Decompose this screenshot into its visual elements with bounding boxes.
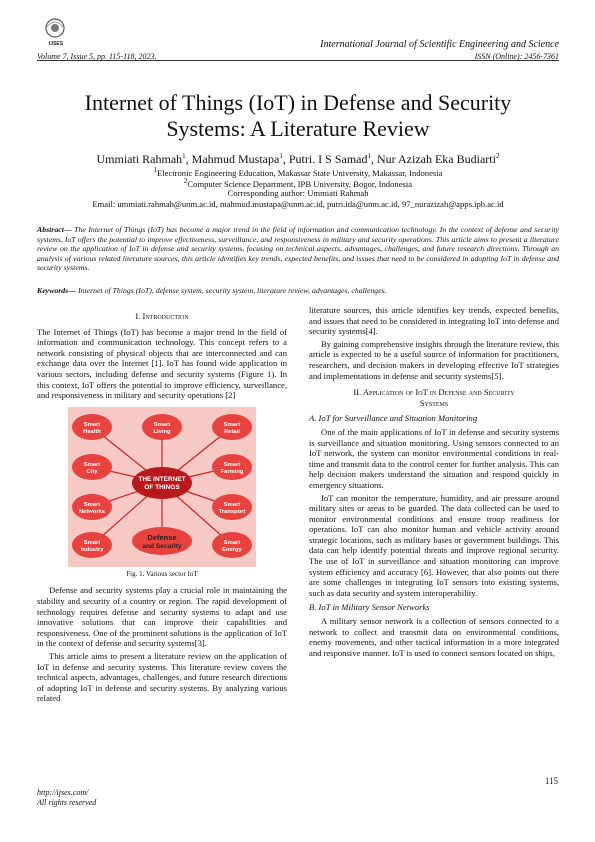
sector-node-label-1: Smart	[83, 501, 101, 508]
volume-info: Volume 7, Issue 5, pp. 115-118, 2023.	[37, 52, 157, 61]
title-line-1: Internet of Things (IoT) in Defense and Security	[84, 90, 512, 115]
author-list: Ummiati Rahmah$^1$, Mahmud Mustapa$^1$, Putri. I S Samad$^1$, Nur Azizah Eka Budiarti$^2$	[96, 152, 500, 166]
intro-paragraph-2: Defense and security systems play a crucial role in maintaining the stability and security of a country or region. The rapid development of technology requires defense and security systems to adapt and use innovative solutions that can improve their capabilities and responsiveness. One of the prominent solutions is the application of IoT in the context of defense and security systems[3].	[37, 585, 287, 649]
left-column	[37, 305, 287, 706]
sector-node-label-2: Health	[83, 428, 101, 435]
sector-node-label-2: Farming	[220, 468, 244, 475]
intro-paragraph-3-cont: literature sources, this article identifies key trends, expected benefits, and issues that need to be considered in integrating IoT into defense and security systems[4].	[309, 305, 559, 337]
sector-node-label-2: City	[86, 468, 98, 475]
corresponding-author: Corresponding author: Ummiati Rahmah	[227, 188, 369, 198]
author-4: Nur Azizah Eka Budiarti	[377, 152, 496, 166]
page-footer	[37, 788, 96, 808]
section-2-line-2: Systems	[419, 397, 449, 408]
abstract-text: The Internet of Things (IoT) has become a major trend in the field of information and communication technology. In the context of defense and security systems, IoT offers the potential to improve effectiveness, surveillance, and responsiveness in military and security operations. This article aims to present a literature review on the application of IoT in defense and security systems, focusing on technical aspects, advantages, challenges, and future research directions. Through an analysis of various related literature sources, this article identifies key trends, expected benefits, and issues that need to be considered in adopting IoT in defense and security systems.	[37, 225, 559, 273]
section-2b-paragraph-1: A military sensor network is a collection of sensors connected to a network to collect and transmit data on environmental conditions, enemy movements, and other tactical information in a more integrated and responsive manner. IoT is used to connect sensors located on ships,	[309, 616, 559, 658]
aff-2-text: Computer Science Department, IPB University, Bogor, Indonesia	[187, 178, 413, 189]
defense-label-1: Defense	[147, 532, 177, 542]
author-2-sup: 1	[279, 152, 283, 160]
author-1: Ummiati Rahmah	[96, 152, 183, 166]
figure-1-caption: Fig. 1. Various sector IoT	[126, 569, 198, 578]
keywords-label: Keywords—	[37, 286, 76, 295]
author-2: Mahmud Mustapa	[191, 152, 280, 166]
page-number: 115	[544, 776, 558, 786]
author-emails: Email: ummiati.rahmah@unm.ac.id, mahmud.mustapa@unm.ac.id, putri.ida@unm.ac.id, 97_nurazizah@apps.ipb.ac.id	[92, 199, 504, 209]
author-4-sup: 2	[495, 152, 500, 160]
sector-node-label-2: Retail	[224, 428, 240, 435]
header-rule	[37, 60, 559, 61]
author-3-sup: 1	[367, 152, 371, 160]
title-line-2: Systems: A Literature Review	[166, 116, 430, 141]
iot-center-label-2: OF THINGS	[144, 483, 180, 491]
keywords-text: Internet of Things (IoT), defense system, security system, literature review, advantages, challenges.	[76, 286, 387, 295]
page-header	[37, 14, 559, 64]
sector-node-label-1: Smart	[223, 421, 241, 428]
footer-rights: All rights reserved	[37, 798, 97, 807]
sector-node-label-1: Smart	[83, 461, 101, 468]
sector-node-label-2: Living	[153, 428, 171, 435]
figure-1	[68, 407, 256, 567]
keywords	[37, 286, 559, 296]
paper-title	[37, 90, 559, 142]
intro-paragraph-3: This article aims to present a literature review on the application of IoT in defense and security systems. This literature review covers the technical aspects, advantages, challenges, and future research directions of adopting IoT in defense and security systems. By analyzing various related	[37, 650, 287, 704]
defense-label-2: and Security	[142, 542, 182, 550]
author-3: Putri. I S Samad	[288, 152, 368, 166]
iot-center-label-1: THE INTERNET	[138, 475, 186, 483]
abstract	[37, 225, 559, 273]
aff-1-sup: 1	[153, 166, 157, 174]
sector-node-label-2: Transport	[218, 508, 246, 515]
sector-node-label-1: Smart	[83, 421, 101, 428]
logo-text: IJSES	[48, 41, 64, 47]
footer-url[interactable]: http://ijses.com/	[37, 788, 89, 797]
sector-node-label-2: Networks	[78, 508, 106, 515]
sector-node-label-1: Smart	[153, 421, 171, 428]
subsection-a-heading: A. IoT for Surveillance and Situation Monitoring	[309, 413, 478, 424]
section-2-line-1: II. Application of IoT in Defense and Security	[353, 387, 515, 398]
intro-paragraph-1: The Internet of Things (IoT) has become a major trend in the field of information and communication technology. This concept refers to a network consisting of physical objects that are interconnected and can exchange data over the Internet [1]. IoT has found wide application in various sectors, including defense and security systems (Figure 1). In this context, IoT offers the potential to improve efficiency, surveillance, and responsiveness in military and security operations [2]	[37, 326, 287, 401]
section-heading-introduction: I. Introduction	[135, 311, 189, 321]
intro-paragraph-4: By gaining comprehensive insights through the literature review, this article is expected to be a useful source of information for practitioners, researchers, and decision makers in developing effective IoT strategies and implementations in defense and security systems[5].	[309, 338, 559, 381]
subsection-b-heading: B. IoT in Military Sensor Networks	[309, 602, 430, 613]
iot-sectors-diagram	[68, 407, 256, 567]
aff-1-text: Electronic Engineering Education, Makassar State University, Makassar, Indonesia	[157, 167, 443, 178]
right-column	[309, 305, 559, 660]
journal-name: International Journal of Scientific Engineering and Science	[320, 39, 559, 50]
abstract-label: Abstract—	[37, 225, 72, 234]
aff-2-sup: 2	[183, 177, 188, 185]
sector-node-label-1: Smart	[83, 539, 101, 546]
author-1-sup: 1	[182, 152, 186, 160]
issn: ISSN (Online): 2456-7361	[474, 52, 559, 61]
section-2a-paragraph-2: IoT can monitor the temperature, humidity, and air pressure around military sites or areas to be guarded. The data collected can be used to monitor environmental conditions and ensure troop readiness for operations. IoT can also monitor human and vehicle activity around strategic locations, such as military bases or government buildings. This data can help identify potential threats and improve regional security. The use of IoT in surveillance and situation monitoring can improve system efficiency and accuracy [6]. However, that also points out there are some challenges in integrating IoT sensors into existing systems, such as data security and system interoperability.	[309, 492, 559, 598]
section-heading-application	[309, 387, 559, 408]
sector-node-label-2: Industry	[80, 546, 104, 553]
section-2a-paragraph-1: One of the main applications of IoT in defense and security systems is surveillance and situation monitoring. Using sensors connected to an IoT network, the system can monitor environmental conditions in real-time and transmit data to the control center for further analysis. This can help decision makers understand the situation and respond quickly in emergency situations.	[309, 426, 559, 490]
iot-center-node	[132, 467, 192, 499]
sector-node-label-2: Energy	[222, 546, 242, 553]
sector-node-label-1: Smart	[223, 539, 241, 546]
sector-node-label-1: Smart	[223, 461, 241, 468]
sector-node-label-1: Smart	[223, 501, 241, 508]
